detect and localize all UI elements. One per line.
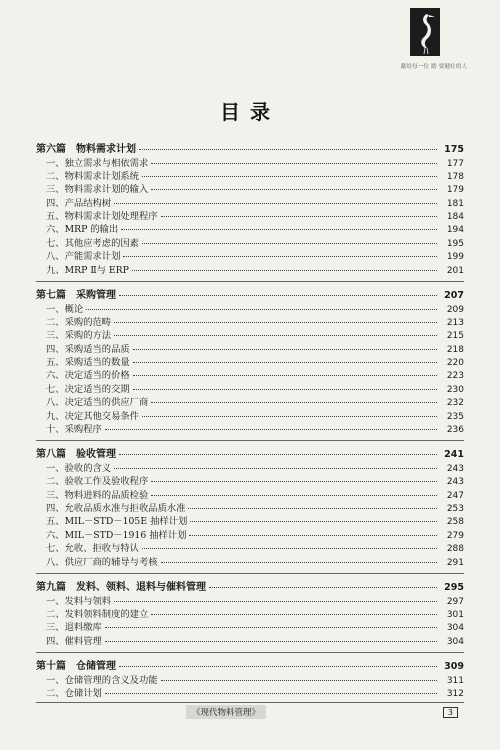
toc-entry-label: 十、采购程序 <box>46 424 102 436</box>
toc-page-number: 194 <box>446 225 464 236</box>
toc-chapter-entry[interactable] <box>36 155 464 168</box>
dot-leader <box>119 454 437 455</box>
toc-entry-label: 四、采购适当的品质 <box>46 343 130 355</box>
toc-page-number: 304 <box>446 636 464 647</box>
dot-leader <box>133 375 437 376</box>
toc-entry-label: 七、允收、拒收与特认 <box>46 543 139 555</box>
toc-chapter-entry[interactable] <box>36 221 464 234</box>
dot-leader <box>151 614 437 615</box>
dot-leader <box>132 270 437 271</box>
toc-entry-label: 九、MRP Ⅱ与 ERP <box>46 264 129 276</box>
footer-page-number: 3 <box>443 707 458 718</box>
toc-chapter-entry[interactable] <box>36 527 464 540</box>
toc-chapter-entry[interactable] <box>36 540 464 553</box>
toc-entry-label: 四、催料管理 <box>46 635 102 647</box>
dot-leader <box>209 587 437 588</box>
toc-entry-label: 五、物料需求计划处理程序 <box>46 211 158 223</box>
dot-leader <box>151 495 437 496</box>
toc-page-number: 175 <box>444 144 464 155</box>
toc-chapter-entry[interactable] <box>36 262 464 275</box>
toc-entry-label: 一、验收的含义 <box>46 462 112 474</box>
toc-entry-label: 三、采购的方法 <box>46 330 112 342</box>
toc-page-number: 184 <box>446 212 464 223</box>
dot-leader <box>133 349 437 350</box>
dot-leader <box>161 680 437 681</box>
toc-chapter-entry[interactable] <box>36 381 464 394</box>
toc-entry-label: 八、供应厂商的辅导与考核 <box>46 556 158 568</box>
toc-page-number: 181 <box>446 198 464 209</box>
toc-chapter-entry[interactable] <box>36 314 464 327</box>
toc-chapter-entry[interactable] <box>36 606 464 619</box>
toc-page-number: 279 <box>446 530 464 541</box>
table-of-contents <box>36 140 464 704</box>
toc-page-number: 215 <box>446 331 464 342</box>
toc-page-number: 218 <box>446 344 464 355</box>
toc-page-number: 311 <box>446 675 464 686</box>
dot-leader <box>189 535 437 536</box>
dot-leader <box>105 429 437 430</box>
header-tagline: 献给每一位 踏 要健壮的人 <box>400 64 468 70</box>
dot-leader <box>142 548 437 549</box>
toc-section <box>36 281 464 434</box>
toc-page-number: 295 <box>444 582 464 594</box>
toc-entry-label: 九、决定其他交易条件 <box>46 410 139 422</box>
dot-leader <box>151 163 437 164</box>
toc-section <box>36 573 464 646</box>
toc-entry-label: 七、其他应考虑的因素 <box>46 237 139 249</box>
toc-entry-label: 五、采购适当的数量 <box>46 357 130 369</box>
toc-page-number: 207 <box>444 290 464 302</box>
dot-leader <box>161 216 437 217</box>
toc-chapter-entry[interactable] <box>36 327 464 340</box>
toc-page-number: 177 <box>446 158 464 169</box>
toc-entry-label: 六、MIL－STD－1916 抽样计划 <box>46 529 187 541</box>
toc-entry-label: 二、验收工作及验收程序 <box>46 476 149 488</box>
toc-entry-label: 六、决定适当的价格 <box>46 370 130 382</box>
dot-leader <box>151 189 437 190</box>
toc-chapter-entry[interactable] <box>36 181 464 194</box>
dot-leader <box>114 322 437 323</box>
toc-chapter-entry[interactable] <box>36 367 464 380</box>
toc-part-heading[interactable] <box>36 657 464 672</box>
toc-chapter-entry[interactable] <box>36 248 464 261</box>
toc-chapter-entry[interactable] <box>36 235 464 248</box>
toc-entry-label: 一、仓储管理的含义及功能 <box>46 674 158 686</box>
toc-entry-label: 第六篇 物料需求计划 <box>36 144 136 155</box>
toc-entry-label: 第十篇 仓储管理 <box>36 661 116 673</box>
toc-page-number: 243 <box>446 477 464 488</box>
egret-logo-graphic <box>410 8 440 56</box>
page-title: 目录 <box>220 100 280 124</box>
toc-chapter-entry[interactable] <box>36 685 464 698</box>
toc-chapter-entry[interactable] <box>36 394 464 407</box>
toc-chapter-entry[interactable] <box>36 341 464 354</box>
toc-entry-label: 一、独立需求与相依需求 <box>46 157 149 169</box>
toc-chapter-entry[interactable] <box>36 513 464 526</box>
toc-chapter-entry[interactable] <box>36 408 464 421</box>
toc-page-number: 232 <box>446 398 464 409</box>
dot-leader <box>121 229 437 230</box>
toc-page-number: 297 <box>446 596 464 607</box>
dot-leader <box>114 468 437 469</box>
toc-part-heading[interactable] <box>36 578 464 593</box>
toc-entry-label: 七、决定适当的交期 <box>46 383 130 395</box>
dot-leader <box>114 601 437 602</box>
dot-leader <box>133 362 437 363</box>
toc-page-number: 199 <box>446 252 464 263</box>
toc-section <box>36 652 464 698</box>
dot-leader <box>133 389 437 390</box>
toc-page-number: 213 <box>446 317 464 328</box>
toc-entry-label: 八、决定适当的供应厂商 <box>46 397 149 409</box>
toc-chapter-entry[interactable] <box>36 354 464 367</box>
dot-leader <box>142 416 437 417</box>
dot-leader <box>119 295 437 296</box>
toc-chapter-entry[interactable] <box>36 301 464 314</box>
toc-page-number: 309 <box>444 661 464 673</box>
toc-section <box>36 140 464 275</box>
toc-chapter-entry[interactable] <box>36 500 464 513</box>
dot-leader <box>114 335 437 336</box>
toc-chapter-entry[interactable] <box>36 633 464 646</box>
toc-chapter-entry[interactable] <box>36 195 464 208</box>
toc-page-number: 220 <box>446 358 464 369</box>
toc-entry-label: 二、发料领料制度的建立 <box>46 608 149 620</box>
toc-part-heading[interactable] <box>36 286 464 301</box>
dot-leader <box>139 149 437 150</box>
toc-entry-label: 二、物料需求计划系统 <box>46 170 139 182</box>
dot-leader <box>123 256 437 257</box>
toc-page-number: 304 <box>446 623 464 634</box>
toc-chapter-entry[interactable] <box>36 619 464 632</box>
toc-page-number: 243 <box>446 463 464 474</box>
toc-entry-label: 三、物料进料的品质检验 <box>46 489 149 501</box>
dot-leader <box>151 402 437 403</box>
toc-page-number: 201 <box>446 265 464 276</box>
toc-entry-label: 六、MRP 的输出 <box>46 224 119 236</box>
toc-chapter-entry[interactable] <box>36 208 464 221</box>
toc-part-heading[interactable] <box>36 140 464 155</box>
toc-page-number: 258 <box>446 517 464 528</box>
toc-entry-label: 八、产能需求计划 <box>46 251 121 263</box>
toc-part-heading[interactable] <box>36 445 464 460</box>
toc-entry-label: 一、概论 <box>46 303 84 315</box>
toc-page-number: 235 <box>446 411 464 422</box>
toc-page-number: 241 <box>444 449 464 461</box>
toc-entry-label: 第八篇 验收管理 <box>36 449 116 461</box>
toc-page-number: 223 <box>446 371 464 382</box>
toc-entry-label: 第七篇 采购管理 <box>36 290 116 302</box>
dot-leader <box>188 508 437 509</box>
egret-logo-icon <box>410 8 440 56</box>
dot-leader <box>190 521 437 522</box>
toc-entry-label: 三、退料缴库 <box>46 622 102 634</box>
toc-page-number: 209 <box>446 304 464 315</box>
toc-chapter-entry[interactable] <box>36 554 464 567</box>
toc-page-number: 230 <box>446 384 464 395</box>
dot-leader <box>105 627 437 628</box>
toc-entry-label: 一、发料与领料 <box>46 595 112 607</box>
dot-leader <box>161 562 437 563</box>
toc-entry-label: 四、允收品质水准与拒收品质水准 <box>46 503 186 515</box>
dot-leader <box>142 243 437 244</box>
dot-leader <box>105 693 437 694</box>
dot-leader <box>86 309 437 310</box>
toc-page-number: 195 <box>446 238 464 249</box>
toc-section <box>36 440 464 567</box>
toc-chapter-entry[interactable] <box>36 487 464 500</box>
toc-chapter-entry[interactable] <box>36 421 464 434</box>
toc-page-number: 291 <box>446 557 464 568</box>
toc-page-number: 253 <box>446 504 464 515</box>
toc-page-number: 312 <box>446 689 464 699</box>
toc-entry-label: 第九篇 发料、领料、退料与催料管理 <box>36 582 206 594</box>
toc-page-number: 178 <box>446 171 464 182</box>
book-title: 《现代物料管理》 <box>186 705 266 719</box>
toc-entry-label: 五、MIL－STD－105E 抽样计划 <box>46 516 188 528</box>
toc-page-number: 179 <box>446 185 464 196</box>
toc-page-number: 301 <box>446 609 464 620</box>
dot-leader <box>142 176 437 177</box>
toc-page-number: 236 <box>446 425 464 436</box>
toc-chapter-entry[interactable] <box>36 593 464 606</box>
dot-leader <box>151 481 437 482</box>
toc-chapter-entry[interactable] <box>36 168 464 181</box>
toc-entry-label: 四、产品结构树 <box>46 197 112 209</box>
toc-page-number: 247 <box>446 490 464 501</box>
toc-chapter-entry[interactable] <box>36 460 464 473</box>
toc-chapter-entry[interactable] <box>36 473 464 486</box>
toc-entry-label: 二、采购的范畴 <box>46 316 112 328</box>
toc-entry-label: 二、仓储计划 <box>46 688 102 699</box>
toc-chapter-entry[interactable] <box>36 672 464 685</box>
toc-page-number: 288 <box>446 544 464 555</box>
page-footer <box>36 702 464 719</box>
dot-leader <box>114 203 437 204</box>
dot-leader <box>105 641 437 642</box>
dot-leader <box>119 666 437 667</box>
toc-entry-label: 三、物料需求计划的输入 <box>46 184 149 196</box>
